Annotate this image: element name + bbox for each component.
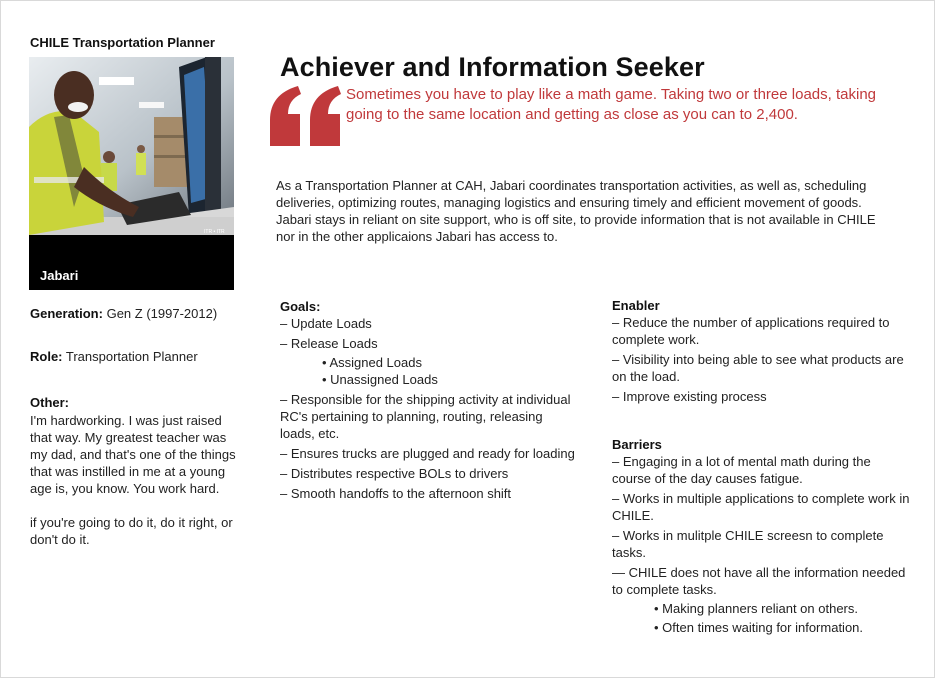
goal-item: – Distributes respective BOLs to drivers	[280, 466, 509, 481]
role-value: Transportation Planner	[65, 349, 198, 364]
goals-heading: Goals:	[280, 299, 321, 314]
enabler-item: – Visibility into being able to see what products are on the load.	[612, 352, 904, 384]
barrier-item: — CHILE does not have all the information needed to complete tasks.	[612, 565, 906, 597]
photo-watermark: ITR • ITR	[204, 229, 225, 235]
generation-label: Generation:	[30, 306, 103, 321]
barrier-item: – Works in multiple applications to complete work in CHILE.	[612, 491, 910, 523]
enabler-item: – Improve existing process	[612, 389, 767, 404]
persona-photo	[29, 57, 234, 290]
goal-sub-item: • Assigned Loads	[322, 355, 422, 370]
role-label: Role:	[30, 349, 63, 364]
barriers-heading: Barriers	[612, 437, 662, 452]
barrier-sub-item: • Making planners reliant on others.	[654, 601, 858, 616]
generation-value: Gen Z (1997-2012)	[106, 306, 218, 321]
goal-item: – Update Loads	[280, 316, 372, 331]
other-text	[30, 412, 240, 565]
barrier-item: – Works in mulitple CHILE screesn to complete tasks.	[612, 528, 884, 560]
enabler-item: – Reduce the number of applications required to complete work.	[612, 315, 890, 347]
goals-section	[280, 298, 580, 502]
role-line	[30, 349, 198, 364]
goal-item: – Release Loads	[280, 336, 378, 351]
persona-description: As a Transportation Planner at CAH, Jabari coordinates transportation activities, as well as, scheduling deliveries, optimizing routes, managing logistics and ensuring timely and efficient movement of goods. Jabari stays in reliant on site support, who is off site, to provide information that is not available in CHILE nor in the other applicaions Jabari has access to.	[276, 178, 876, 244]
other-label: Other:	[30, 395, 69, 410]
barriers-section	[612, 436, 912, 636]
persona-header-label: CHILE Transportation Planner	[30, 35, 215, 50]
enabler-section	[612, 297, 912, 405]
generation-line	[30, 306, 217, 321]
barrier-sub-item: • Often times waiting for information.	[654, 620, 864, 635]
persona-name-caption: Jabari	[40, 268, 79, 283]
page-title: Achiever and Information Seeker	[280, 52, 705, 82]
other-paragraph: if you're going to do it, do it right, or don't do it.	[30, 515, 233, 547]
other-paragraph: I'm hardworking. I was just raised that way. My greatest teacher was my dad, and that's one of the things that was instilled in me at a young age is, you know. You work hard.	[30, 413, 236, 496]
goal-item: – Responsible for the shipping activity at individual RC's pertaining to planning, routing, releasing loads, etc.	[280, 392, 571, 441]
quote-icon	[268, 84, 346, 150]
enabler-heading: Enabler	[612, 298, 660, 313]
persona-photo-image	[29, 57, 234, 290]
goal-sub-item: • Unassigned Loads	[322, 372, 438, 387]
goal-item: – Ensures trucks are plugged and ready for loading	[280, 446, 575, 461]
barrier-item: – Engaging in a lot of mental math during the course of the day causes fatigue.	[612, 454, 871, 486]
goal-item: – Smooth handoffs to the afternoon shift	[280, 486, 512, 501]
persona-quote: Sometimes you have to play like a math game. Taking two or three loads, taking going to the same location and getting as close as you can to 2,400.	[346, 86, 877, 123]
